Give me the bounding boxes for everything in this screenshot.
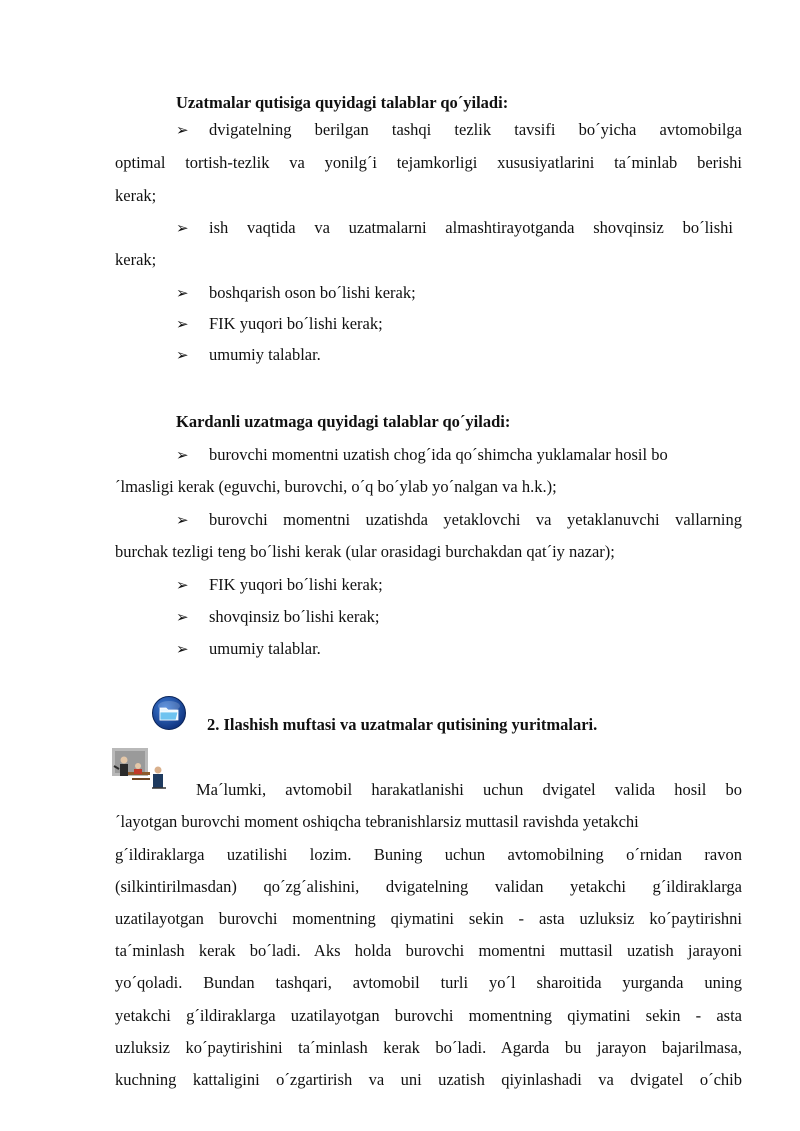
arrowhead-bullet-icon: ➢: [176, 219, 189, 237]
gearbox-req-3: boshqarish oson bo´lishi kerak;: [209, 283, 416, 302]
cardan-req-5: umumiy talablar.: [209, 639, 321, 658]
paragraph-line-6: ta´minlash kerak bo´ladi. Aks holda burovchi momentni muttasil uzatish jarayoni: [115, 941, 742, 960]
section-heading-gearbox: Uzatmalar qutisiga quyidagi talablar qo´yiladi:: [176, 93, 509, 112]
paragraph-line-10: kuchning kattaligini o´zgartirish va uni uzatish qiyinlashadi va dvigatel o´chib: [115, 1070, 742, 1089]
arrowhead-bullet-icon: ➢: [176, 121, 189, 139]
gearbox-req-1-line-2: optimal tortish-tezlik va yonilg´i tejamkorligi xususiyatlarini ta´minlab berishi: [115, 153, 742, 172]
gearbox-req-2-line-1: ish vaqtida va uzatmalarni almashtirayotganda shovqinsiz bo´lishi: [209, 218, 733, 237]
cardan-req-3: FIK yuqori bo´lishi kerak;: [209, 575, 383, 594]
cardan-req-2-line-1: burovchi momentni uzatishda yetaklovchi va yetaklanuvchi vallarning: [209, 510, 742, 529]
arrowhead-bullet-icon: ➢: [176, 576, 189, 594]
arrowhead-bullet-icon: ➢: [176, 284, 189, 302]
gearbox-req-1-line-1: dvigatelning berilgan tashqi tezlik tavsifi bo´yicha avtomobilga: [209, 120, 742, 139]
arrowhead-bullet-icon: ➢: [176, 446, 189, 464]
arrowhead-bullet-icon: ➢: [176, 346, 189, 364]
paragraph-line-2: ´layotgan burovchi moment oshiqcha tebranishlarsiz muttasil ravishda yetakchi: [115, 812, 639, 831]
paragraph-line-4: (silkintirilmasdan) qo´zg´alishini, dvigatelning validan yetakchi g´ildiraklarga: [115, 877, 742, 896]
people-meeting-icon: [112, 748, 174, 790]
paragraph-line-8: yetakchi g´ildiraklarga uzatilayotgan burovchi momentning qiymatini sekin - asta: [115, 1006, 742, 1025]
cardan-req-2-line-2: burchak tezligi teng bo´lishi kerak (ular orasidagi burchakdan qat´iy nazar);: [115, 542, 615, 561]
gearbox-req-5: umumiy talablar.: [209, 345, 321, 364]
cardan-req-1-line-2: ´lmasligi kerak (eguvchi, burovchi, o´q bo´ylab yo´nalgan va h.k.);: [115, 477, 557, 496]
arrowhead-bullet-icon: ➢: [176, 315, 189, 333]
folder-icon: [151, 695, 187, 731]
arrowhead-bullet-icon: ➢: [176, 640, 189, 658]
arrowhead-bullet-icon: ➢: [176, 511, 189, 529]
paragraph-line-5: uzatilayotgan burovchi momentning qiymatini sekin - asta uzluksiz ko´paytirishni: [115, 909, 742, 928]
paragraph-line-7: yo´qoladi. Bundan tashqari, avtomobil turli yo´l sharoitida yurganda uning: [115, 973, 742, 992]
section-heading-cardan: Kardanli uzatmaga quyidagi talablar qo´yiladi:: [176, 412, 511, 431]
cardan-req-4: shovqinsiz bo´lishi kerak;: [209, 607, 380, 626]
paragraph-line-3: g´ildiraklarga uzatilishi lozim. Buning uchun avtomobilning o´rnidan ravon: [115, 845, 742, 864]
paragraph-line-9: uzluksiz ko´paytirishini ta´minlash kerak bo´ladi. Agarda bu jarayon bajarilmasa,: [115, 1038, 742, 1057]
cardan-req-1-line-1: burovchi momentni uzatish chog´ida qo´shimcha yuklamalar hosil bo: [209, 445, 668, 464]
arrowhead-bullet-icon: ➢: [176, 608, 189, 626]
gearbox-req-4: FIK yuqori bo´lishi kerak;: [209, 314, 383, 333]
section-heading-clutch-drives: 2. Ilashish muftasi va uzatmalar qutisining yuritmalari.: [207, 715, 598, 734]
gearbox-req-2-line-2: kerak;: [115, 250, 157, 269]
gearbox-req-1-line-3: kerak;: [115, 186, 157, 205]
paragraph-line-1: Ma´lumki, avtomobil harakatlanishi uchun dvigatel valida hosil bo: [196, 780, 742, 799]
